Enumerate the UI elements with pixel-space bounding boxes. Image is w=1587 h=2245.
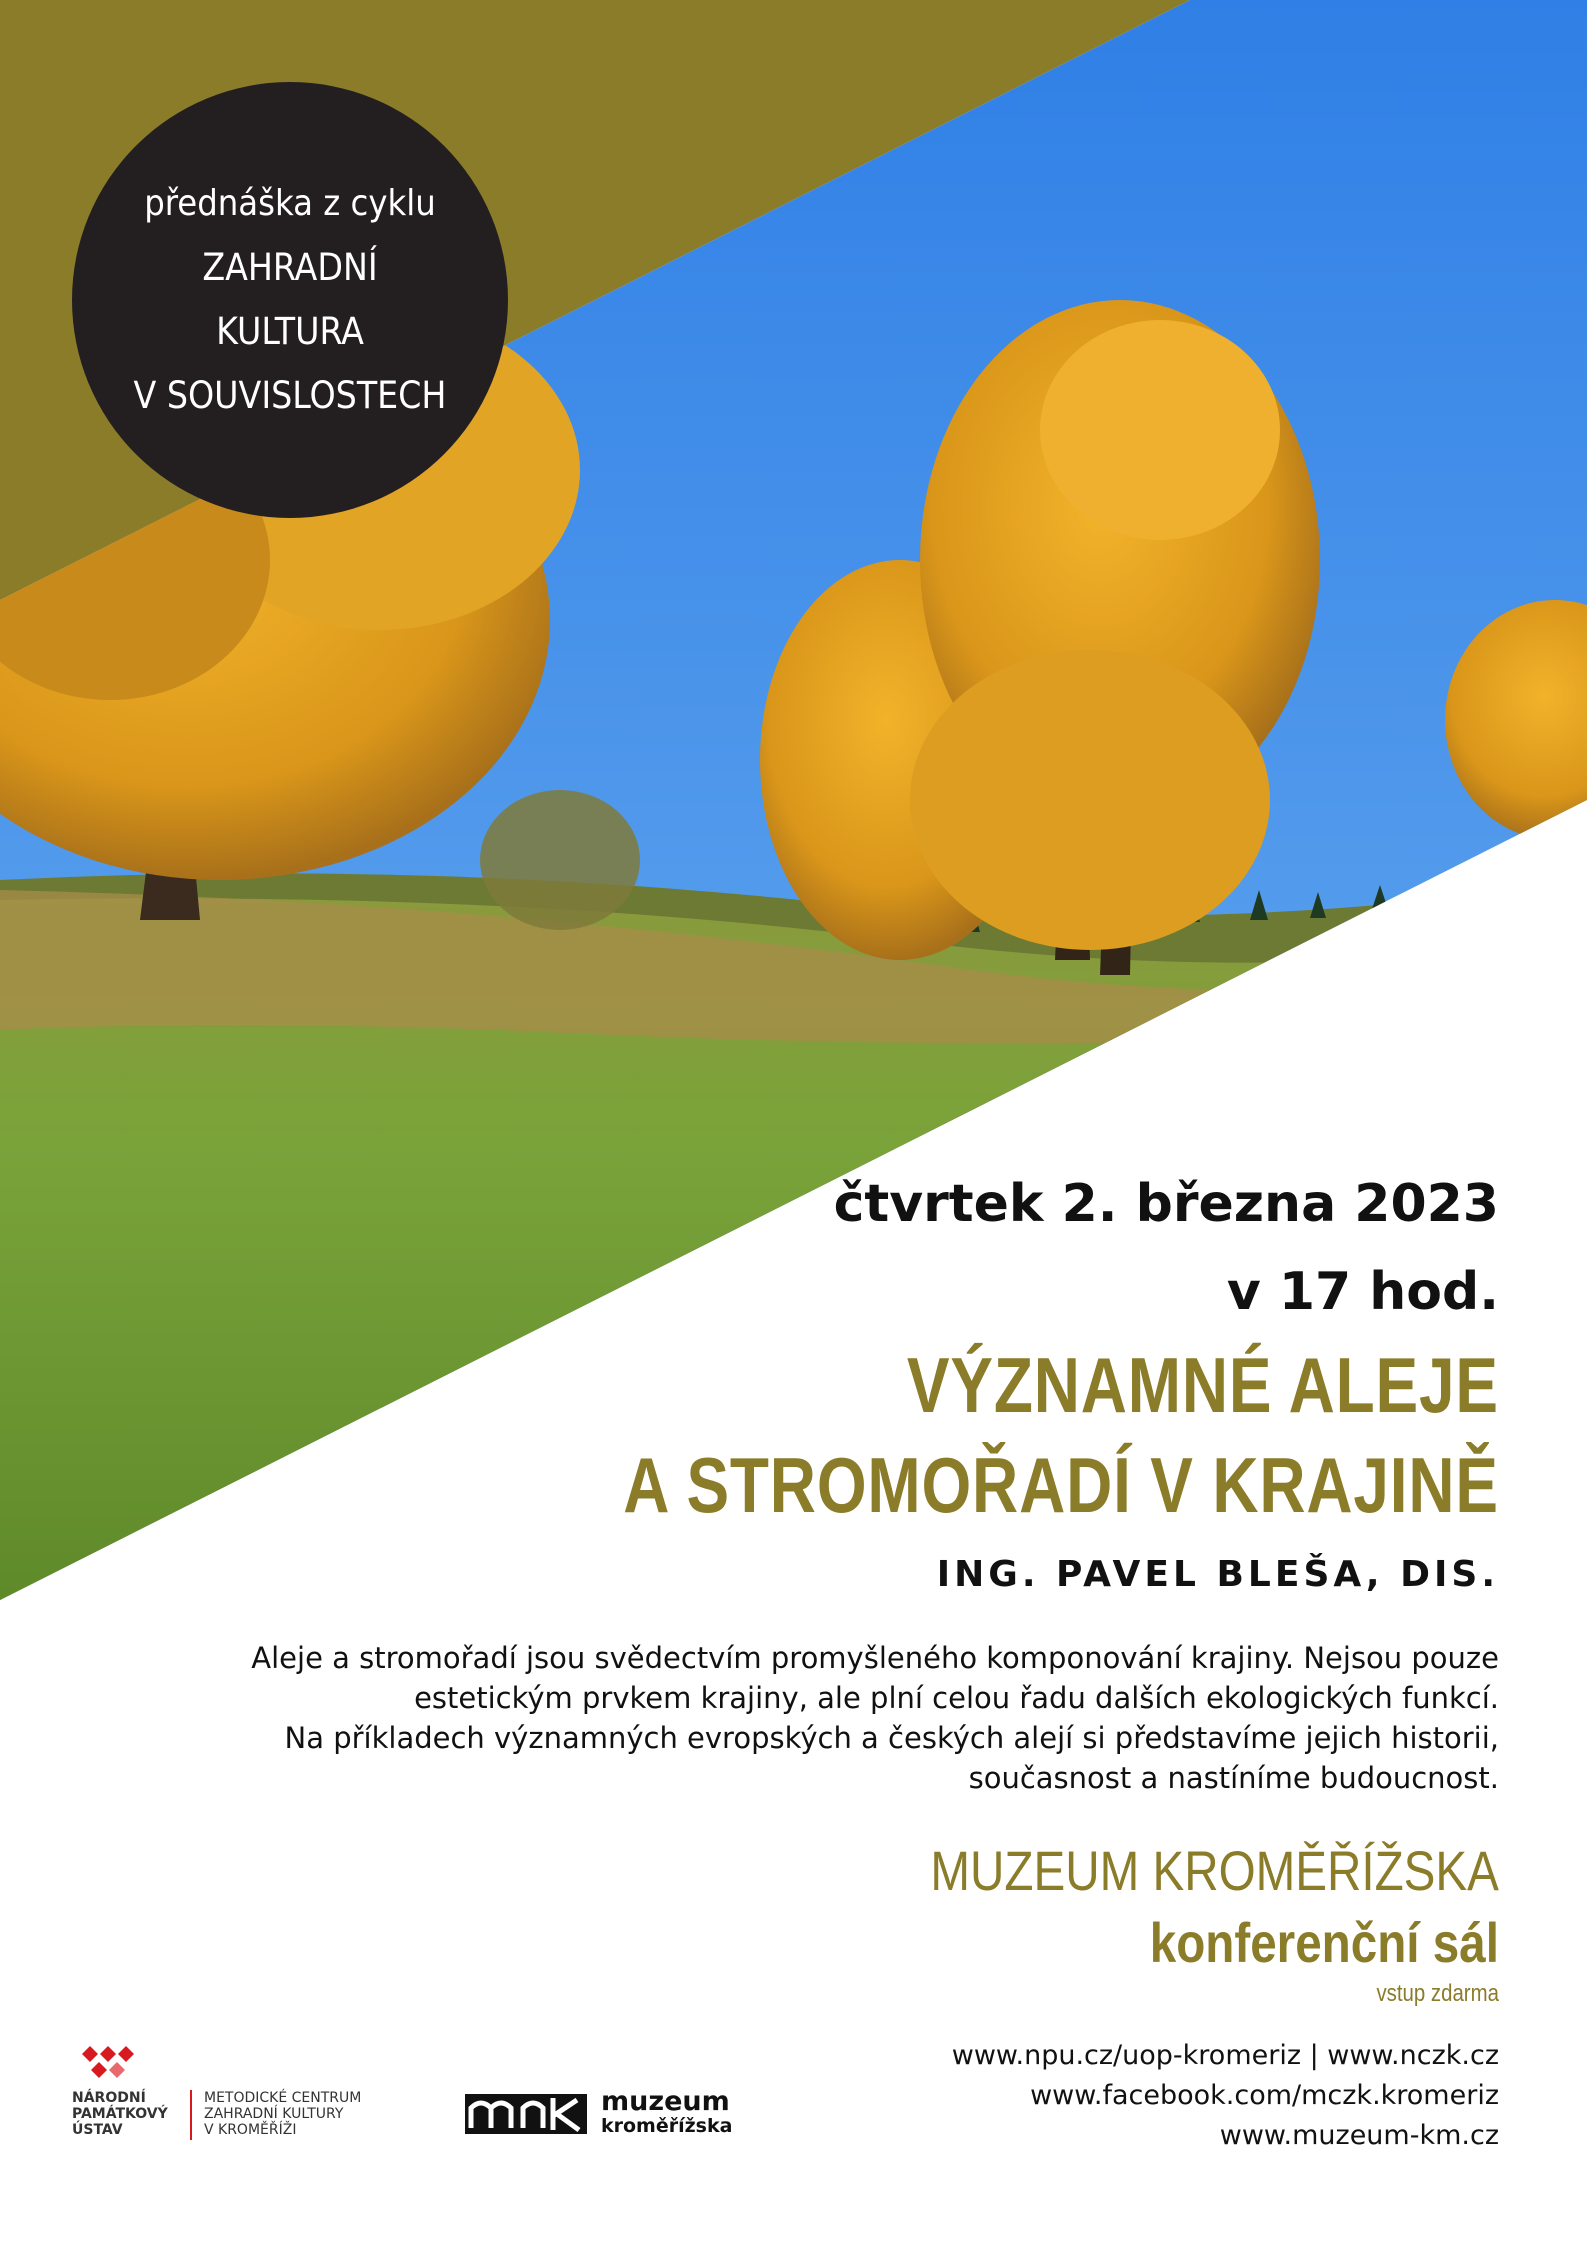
series-badge: [72, 82, 508, 518]
link-muzeum[interactable]: www.muzeum-km.cz: [1219, 2120, 1499, 2151]
link-npu-nczk[interactable]: www.npu.cz/uop-kromeriz | www.nczk.cz: [951, 2040, 1499, 2071]
npu-text-line: PAMÁTKOVÝ: [72, 2106, 168, 2122]
npu-emblem-icon: [72, 2040, 142, 2084]
series-line-1: přednáška z cyklu: [144, 183, 436, 224]
venue-room: konferenční sál: [1149, 1911, 1499, 1974]
event-title: [623, 1335, 1499, 1535]
event-title-line-1: VÝZNAMNÉ ALEJE: [907, 1341, 1499, 1429]
npu-text: [72, 2090, 168, 2138]
series-line-3: KULTURA: [216, 310, 364, 353]
museum-name: [601, 2088, 732, 2136]
museum-logo: [465, 2088, 735, 2138]
venue-entry: vstup zdarma: [1376, 1980, 1499, 2007]
event-description: [39, 1638, 1499, 1798]
mc-text: [204, 2090, 361, 2138]
mc-text-line: V KROMĚŘÍŽI: [204, 2122, 297, 2138]
npu-text-line: ÚSTAV: [72, 2122, 123, 2138]
event-datetime: [834, 1160, 1499, 1336]
description-line: Na příkladech významných evropských a českých alejí si představíme jejich historii,: [284, 1721, 1499, 1755]
mc-text-line: METODICKÉ CENTRUM: [204, 2090, 362, 2106]
event-time: v 17 hod.: [1226, 1262, 1499, 1322]
series-line-2: ZAHRADNÍ: [202, 246, 378, 289]
web-links: [952, 2036, 1499, 2156]
series-line-4: V SOUVISLOSTECH: [133, 374, 447, 417]
museum-mark-icon: [465, 2094, 587, 2134]
description-line: estetickým prvkem krajiny, ale plní celou řadu dalších ekologických funkcí.: [414, 1681, 1499, 1715]
event-title-line-2: A STROMOŘADÍ V KRAJINĚ: [623, 1441, 1499, 1529]
npu-text-line: NÁRODNÍ: [72, 2090, 146, 2106]
venue: [930, 1835, 1499, 2009]
mc-text-line: ZAHRADNÍ KULTURY: [204, 2106, 344, 2122]
venue-name: MUZEUM KROMĚŘÍŽSKA: [930, 1839, 1499, 1902]
event-date: čtvrtek 2. března 2023: [833, 1174, 1499, 1234]
logo-divider: [190, 2090, 192, 2140]
description-line: Aleje a stromořadí jsou svědectvím promyšleného komponování krajiny. Nejsou pouze: [251, 1641, 1499, 1675]
museum-sub-line: kroměřížska: [601, 2115, 733, 2137]
speaker-name: ING. PAVEL BLEŠA, DIS.: [936, 1554, 1499, 1595]
description-line: současnost a nastíníme budoucnost.: [968, 1761, 1499, 1795]
museum-name-line: muzeum: [601, 2086, 730, 2117]
npu-logo: [72, 2040, 372, 2140]
link-facebook[interactable]: www.facebook.com/mczk.kromeriz: [1030, 2080, 1499, 2111]
